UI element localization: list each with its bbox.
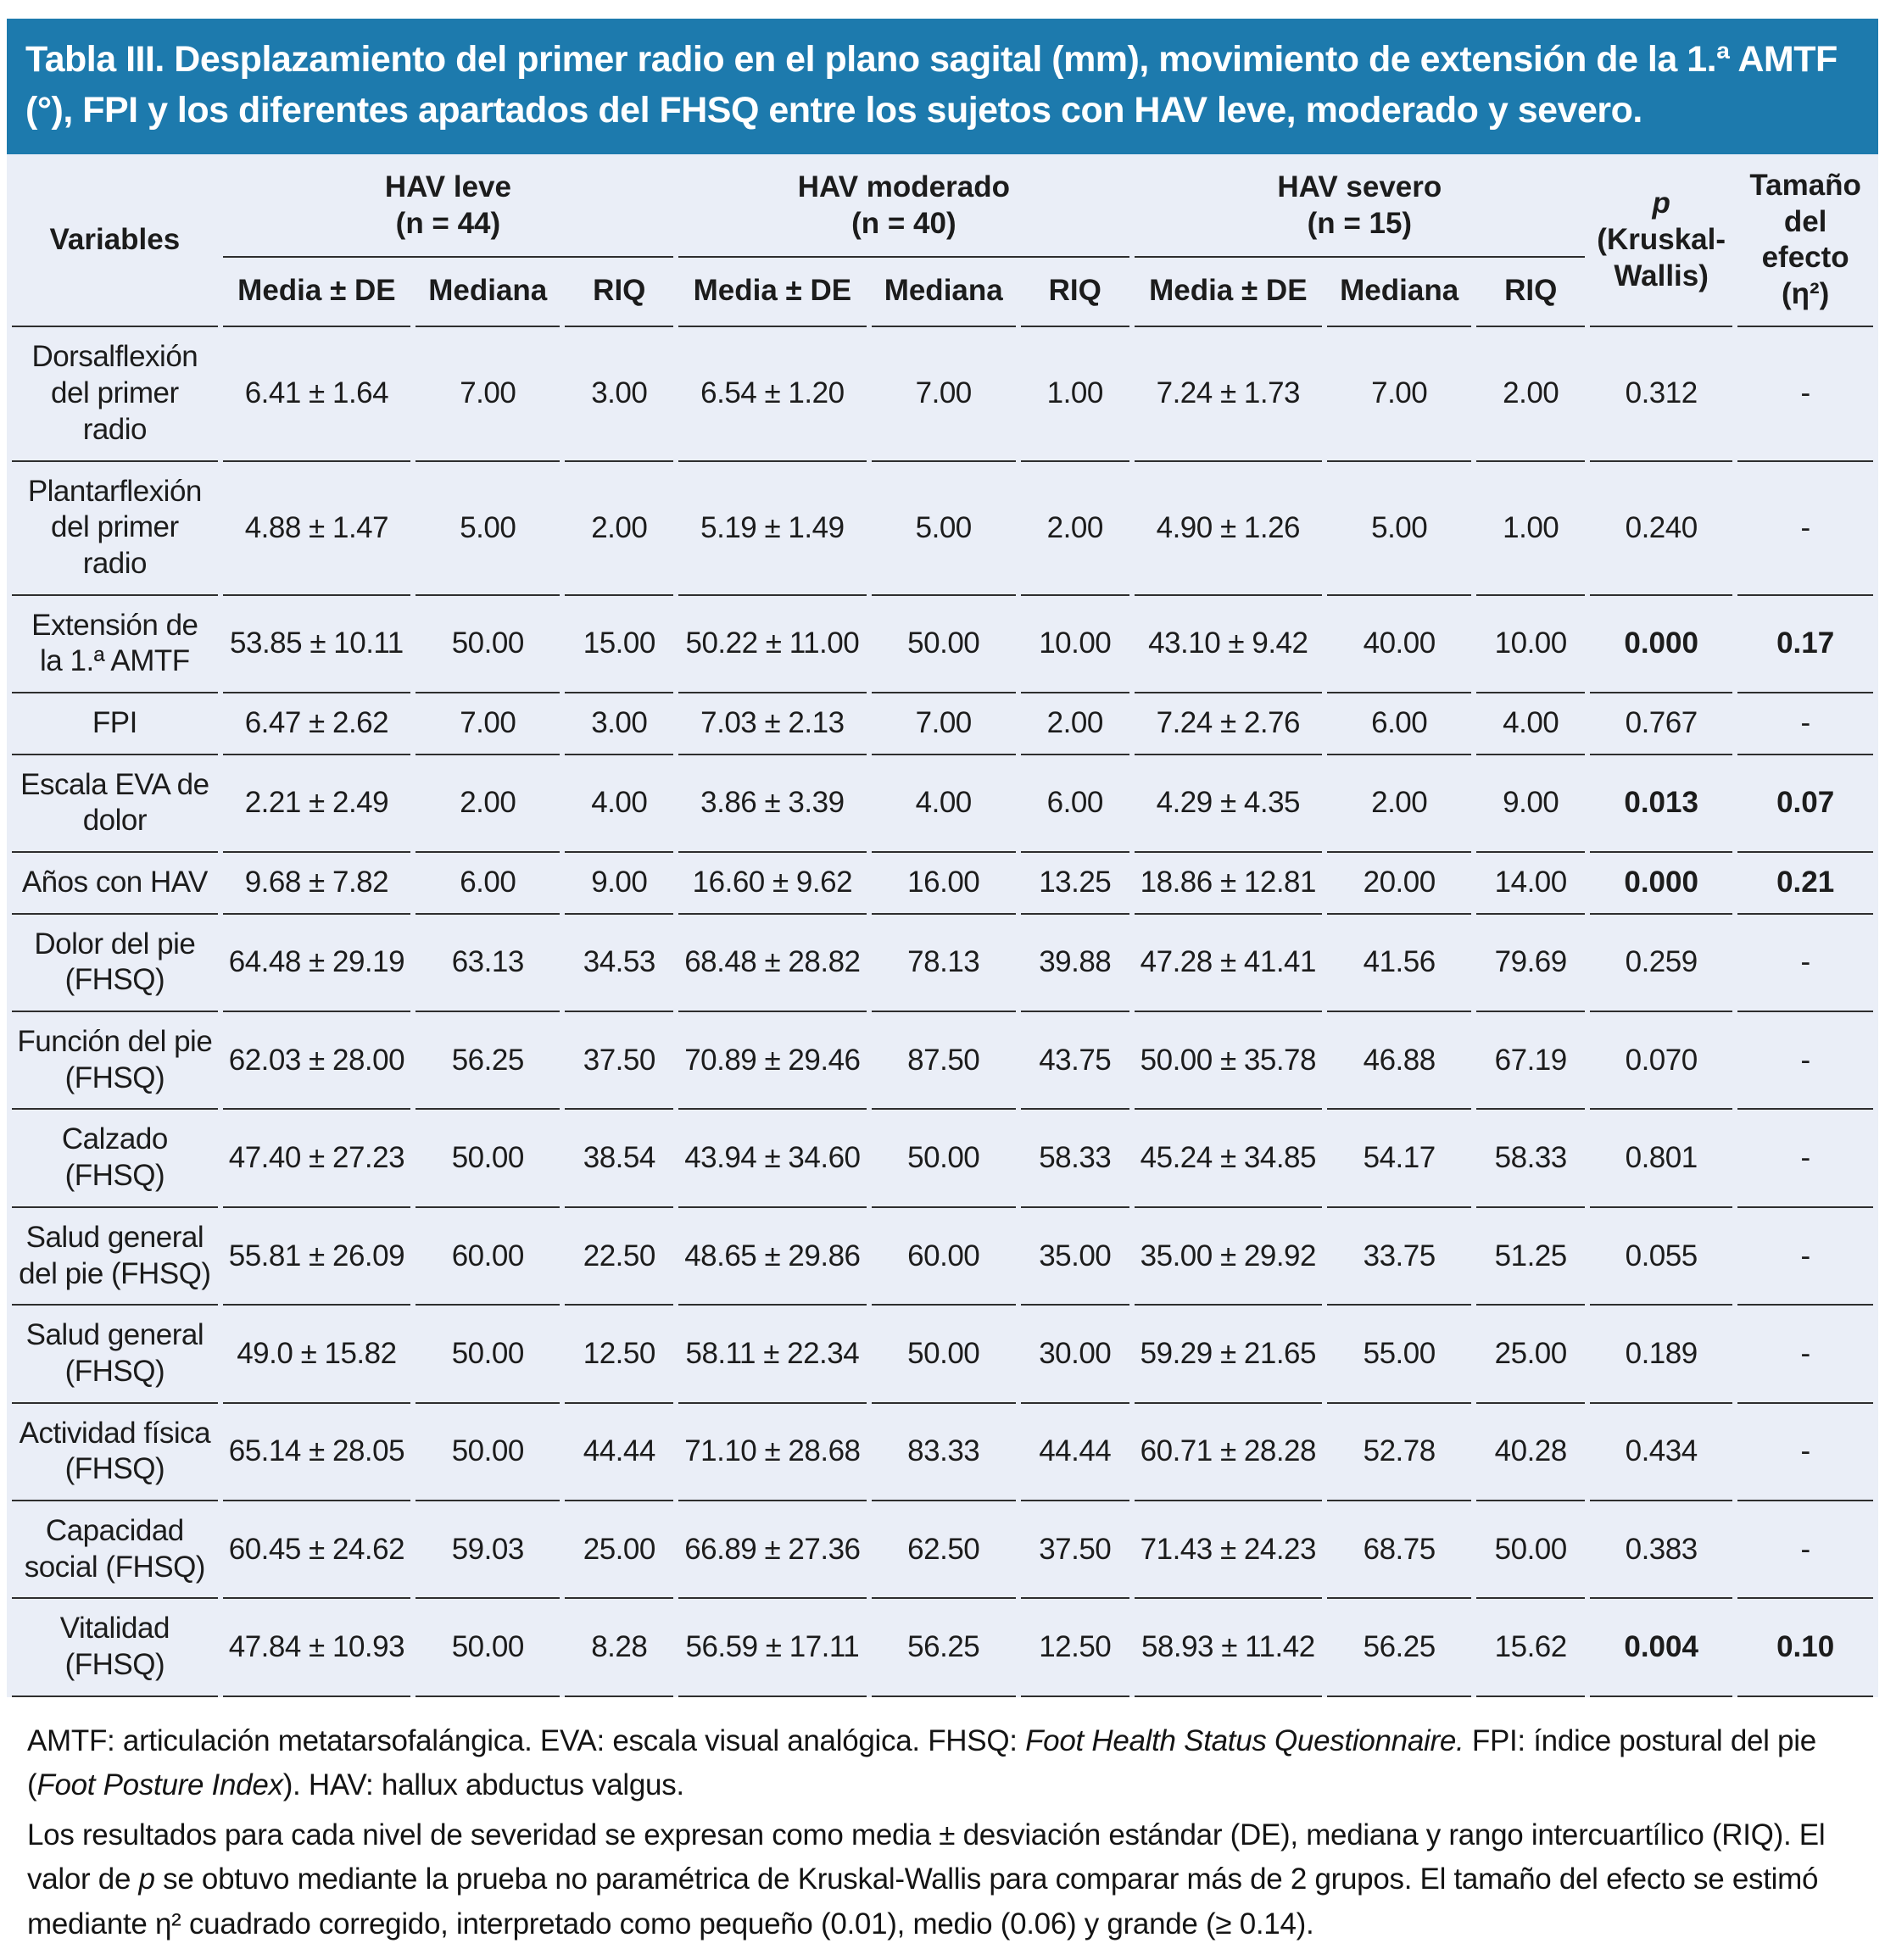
group-label: HAV leve: [384, 170, 511, 204]
value-cell: 3.86 ± 3.39: [678, 755, 866, 853]
table-row: [12, 462, 1873, 596]
value-cell: 8.28: [565, 1599, 673, 1696]
value-cell: 2.00: [1476, 327, 1585, 461]
value-cell: 43.10 ± 9.42: [1135, 596, 1322, 693]
p-value-cell: 0.312: [1590, 327, 1732, 461]
value-cell: 4.88 ± 1.47: [223, 462, 410, 596]
value-cell: 2.00: [415, 755, 560, 853]
footnote-text: se obtuvo mediante la prueba no paramétrica de Kruskal-Wallis para comparar más de 2 grupos. El tamaño del efecto se estimó mediante η² cuadrado corregido, interpretado como pequeño (0.01), medio (0.06) y grande (≥ 0.14).: [27, 1863, 1819, 1941]
variable-label: FPI: [12, 693, 218, 755]
value-cell: 48.65 ± 29.86: [678, 1208, 866, 1306]
value-cell: 71.10 ± 28.68: [678, 1404, 866, 1501]
table-row: [12, 1208, 1873, 1306]
value-cell: 4.00: [872, 755, 1016, 853]
value-cell: 7.03 ± 2.13: [678, 693, 866, 755]
value-cell: 62.03 ± 28.00: [223, 1012, 410, 1110]
variable-label: Actividad física (FHSQ): [12, 1404, 218, 1501]
variables-column-header: Variables: [12, 154, 218, 327]
group-n: (n = 40): [851, 207, 956, 241]
effect-size-cell: 0.10: [1737, 1599, 1873, 1696]
value-cell: 43.94 ± 34.60: [678, 1110, 866, 1207]
value-cell: 6.47 ± 2.62: [223, 693, 410, 755]
footnote-text: p: [138, 1863, 155, 1896]
value-cell: 49.0 ± 15.82: [223, 1306, 410, 1403]
effect-size-column-header: Tamaño del efecto (η²): [1737, 154, 1873, 327]
effect-size-cell: -: [1737, 1208, 1873, 1306]
effect-size-cell: -: [1737, 1012, 1873, 1110]
p-value-cell: 0.801: [1590, 1110, 1732, 1207]
value-cell: 60.00: [415, 1208, 560, 1306]
subheader-media-de: Media ± DE: [678, 258, 866, 328]
value-cell: 67.19: [1476, 1012, 1585, 1110]
value-cell: 37.50: [1021, 1501, 1129, 1599]
subheader-riq: RIQ: [565, 258, 673, 328]
footnote-text: Foot Posture Index: [36, 1768, 283, 1802]
value-cell: 58.11 ± 22.34: [678, 1306, 866, 1403]
value-cell: 56.25: [872, 1599, 1016, 1696]
variable-label: Salud general (FHSQ): [12, 1306, 218, 1403]
value-cell: 6.00: [1021, 755, 1129, 853]
value-cell: 50.00: [415, 1404, 560, 1501]
value-cell: 7.00: [872, 327, 1016, 461]
table-header: [12, 154, 1873, 327]
p-sublabel: (Kruskal-Wallis): [1597, 223, 1726, 292]
value-cell: 5.00: [1327, 462, 1471, 596]
subheader-mediana: Mediana: [872, 258, 1016, 328]
value-cell: 51.25: [1476, 1208, 1585, 1306]
table-row: [12, 1404, 1873, 1501]
value-cell: 7.00: [1327, 327, 1471, 461]
variable-label: Calzado (FHSQ): [12, 1110, 218, 1207]
value-cell: 87.50: [872, 1012, 1016, 1110]
value-cell: 4.00: [1476, 693, 1585, 755]
value-cell: 7.00: [415, 327, 560, 461]
value-cell: 46.88: [1327, 1012, 1471, 1110]
value-cell: 52.78: [1327, 1404, 1471, 1501]
table-row: [12, 915, 1873, 1012]
value-cell: 58.93 ± 11.42: [1135, 1599, 1322, 1696]
p-value-cell: 0.000: [1590, 596, 1732, 693]
value-cell: 10.00: [1476, 596, 1585, 693]
value-cell: 7.24 ± 2.76: [1135, 693, 1322, 755]
value-cell: 64.48 ± 29.19: [223, 915, 410, 1012]
table-row: [12, 853, 1873, 915]
value-cell: 12.50: [565, 1306, 673, 1403]
value-cell: 44.44: [1021, 1404, 1129, 1501]
variable-label: Escala EVA de dolor: [12, 755, 218, 853]
value-cell: 50.00: [872, 596, 1016, 693]
table-row: [12, 755, 1873, 853]
value-cell: 15.00: [565, 596, 673, 693]
value-cell: 56.25: [1327, 1599, 1471, 1696]
variable-label: Vitalidad (FHSQ): [12, 1599, 218, 1696]
p-value-cell: 0.004: [1590, 1599, 1732, 1696]
footnote-text: FPI: índice postural del pie (: [27, 1723, 1816, 1802]
value-cell: 60.00: [872, 1208, 1016, 1306]
value-cell: 1.00: [1476, 462, 1585, 596]
variable-label: Dorsalflexión del primer radio: [12, 327, 218, 461]
value-cell: 50.00: [415, 1110, 560, 1207]
value-cell: 44.44: [565, 1404, 673, 1501]
table-row: [12, 327, 1873, 461]
value-cell: 50.00: [415, 1599, 560, 1696]
value-cell: 65.14 ± 28.05: [223, 1404, 410, 1501]
value-cell: 39.88: [1021, 915, 1129, 1012]
value-cell: 38.54: [565, 1110, 673, 1207]
value-cell: 41.56: [1327, 915, 1471, 1012]
effect-size-cell: -: [1737, 462, 1873, 596]
value-cell: 56.25: [415, 1012, 560, 1110]
p-value-cell: 0.259: [1590, 915, 1732, 1012]
value-cell: 45.24 ± 34.85: [1135, 1110, 1322, 1207]
value-cell: 5.00: [415, 462, 560, 596]
value-cell: 50.00: [1476, 1501, 1585, 1599]
effect-size-cell: -: [1737, 1110, 1873, 1207]
value-cell: 37.50: [565, 1012, 673, 1110]
value-cell: 13.25: [1021, 853, 1129, 915]
value-cell: 50.00 ± 35.78: [1135, 1012, 1322, 1110]
table-body: [12, 327, 1873, 1696]
group-header-row: [12, 154, 1873, 257]
value-cell: 47.84 ± 10.93: [223, 1599, 410, 1696]
variable-label: Función del pie (FHSQ): [12, 1012, 218, 1110]
effect-size-cell: -: [1737, 693, 1873, 755]
value-cell: 60.71 ± 28.28: [1135, 1404, 1322, 1501]
value-cell: 35.00: [1021, 1208, 1129, 1306]
value-cell: 25.00: [565, 1501, 673, 1599]
table-title: Tabla III. Desplazamiento del primer radio en el plano sagital (mm), movimiento de extensión de la 1.ª AMTF (°), FPI y los diferentes apartados del FHSQ entre los sujetos con HAV leve, moderado y severo.: [25, 39, 1838, 131]
effect-size-cell: -: [1737, 1404, 1873, 1501]
value-cell: 43.75: [1021, 1012, 1129, 1110]
value-cell: 63.13: [415, 915, 560, 1012]
p-value-cell: 0.434: [1590, 1404, 1732, 1501]
table-row: [12, 1306, 1873, 1403]
value-cell: 6.00: [415, 853, 560, 915]
group-header-hav-moderado: [678, 154, 1129, 257]
p-label: p: [1652, 187, 1670, 220]
p-value-cell: 0.013: [1590, 755, 1732, 853]
value-cell: 54.17: [1327, 1110, 1471, 1207]
effect-size-cell: 0.21: [1737, 853, 1873, 915]
value-cell: 55.81 ± 26.09: [223, 1208, 410, 1306]
value-cell: 58.33: [1476, 1110, 1585, 1207]
p-value-cell: 0.189: [1590, 1306, 1732, 1403]
value-cell: 6.41 ± 1.64: [223, 327, 410, 461]
value-cell: 25.00: [1476, 1306, 1585, 1403]
value-cell: 2.21 ± 2.49: [223, 755, 410, 853]
value-cell: 2.00: [1021, 693, 1129, 755]
results-table: [7, 154, 1878, 1696]
value-cell: 35.00 ± 29.92: [1135, 1208, 1322, 1306]
value-cell: 9.68 ± 7.82: [223, 853, 410, 915]
value-cell: 4.00: [565, 755, 673, 853]
value-cell: 3.00: [565, 693, 673, 755]
value-cell: 4.29 ± 4.35: [1135, 755, 1322, 853]
value-cell: 3.00: [565, 327, 673, 461]
p-value-cell: 0.767: [1590, 693, 1732, 755]
table-row: [12, 596, 1873, 693]
table-row: [12, 1599, 1873, 1696]
value-cell: 5.19 ± 1.49: [678, 462, 866, 596]
value-cell: 50.00: [872, 1306, 1016, 1403]
value-cell: 53.85 ± 10.11: [223, 596, 410, 693]
value-cell: 56.59 ± 17.11: [678, 1599, 866, 1696]
footnote: [27, 1719, 1865, 1808]
value-cell: 60.45 ± 24.62: [223, 1501, 410, 1599]
effect-size-cell: -: [1737, 327, 1873, 461]
p-value-cell: 0.240: [1590, 462, 1732, 596]
value-cell: 14.00: [1476, 853, 1585, 915]
value-cell: 55.00: [1327, 1306, 1471, 1403]
footnotes: [7, 1697, 1878, 1947]
group-header-hav-severo: [1135, 154, 1585, 257]
value-cell: 47.28 ± 41.41: [1135, 915, 1322, 1012]
group-n: (n = 15): [1307, 207, 1413, 241]
value-cell: 30.00: [1021, 1306, 1129, 1403]
effect-size-cell: -: [1737, 915, 1873, 1012]
group-header-hav-leve: [223, 154, 673, 257]
value-cell: 47.40 ± 27.23: [223, 1110, 410, 1207]
value-cell: 1.00: [1021, 327, 1129, 461]
variable-label: Dolor del pie (FHSQ): [12, 915, 218, 1012]
value-cell: 22.50: [565, 1208, 673, 1306]
variable-label: Años con HAV: [12, 853, 218, 915]
value-cell: 18.86 ± 12.81: [1135, 853, 1322, 915]
value-cell: 50.22 ± 11.00: [678, 596, 866, 693]
value-cell: 2.00: [1021, 462, 1129, 596]
value-cell: 6.54 ± 1.20: [678, 327, 866, 461]
value-cell: 16.00: [872, 853, 1016, 915]
subheader-riq: RIQ: [1021, 258, 1129, 328]
value-cell: 62.50: [872, 1501, 1016, 1599]
value-cell: 2.00: [565, 462, 673, 596]
value-cell: 50.00: [415, 1306, 560, 1403]
value-cell: 7.00: [872, 693, 1016, 755]
value-cell: 59.03: [415, 1501, 560, 1599]
variable-label: Plantarflexión del primer radio: [12, 462, 218, 596]
value-cell: 50.00: [415, 596, 560, 693]
value-cell: 68.75: [1327, 1501, 1471, 1599]
value-cell: 71.43 ± 24.23: [1135, 1501, 1322, 1599]
effect-size-cell: 0.17: [1737, 596, 1873, 693]
variable-label: Salud general del pie (FHSQ): [12, 1208, 218, 1306]
value-cell: 12.50: [1021, 1599, 1129, 1696]
group-label: HAV severo: [1277, 170, 1442, 204]
value-cell: 34.53: [565, 915, 673, 1012]
value-cell: 5.00: [872, 462, 1016, 596]
value-cell: 59.29 ± 21.65: [1135, 1306, 1322, 1403]
p-value-cell: 0.000: [1590, 853, 1732, 915]
footnote: [27, 1813, 1865, 1947]
table-row: [12, 1012, 1873, 1110]
value-cell: 15.62: [1476, 1599, 1585, 1696]
value-cell: 7.24 ± 1.73: [1135, 327, 1322, 461]
value-cell: 78.13: [872, 915, 1016, 1012]
footnote-text: Los resultados para cada nivel de severidad se expresan como media ± desviación estándar (DE), mediana y rango intercuartílico (RIQ). El valor de: [27, 1818, 1826, 1896]
footnote-text: AMTF: articulación metatarsofalángica. EVA: escala visual analógica. FHSQ:: [27, 1723, 1026, 1757]
value-cell: 9.00: [565, 853, 673, 915]
variable-label: Extensión de la 1.ª AMTF: [12, 596, 218, 693]
value-cell: 68.48 ± 28.82: [678, 915, 866, 1012]
value-cell: 10.00: [1021, 596, 1129, 693]
value-cell: 83.33: [872, 1404, 1016, 1501]
footnote-text: Foot Health Status Questionnaire.: [1025, 1723, 1464, 1757]
table-row: [12, 1501, 1873, 1599]
value-cell: 33.75: [1327, 1208, 1471, 1306]
group-n: (n = 44): [395, 207, 501, 241]
value-cell: 20.00: [1327, 853, 1471, 915]
subheader-riq: RIQ: [1476, 258, 1585, 328]
value-cell: 16.60 ± 9.62: [678, 853, 866, 915]
value-cell: 40.00: [1327, 596, 1471, 693]
footnote-text: ). HAV: hallux abductus valgus.: [282, 1768, 684, 1802]
value-cell: 9.00: [1476, 755, 1585, 853]
table-title-bar: [7, 19, 1878, 154]
variable-label: Capacidad social (FHSQ): [12, 1501, 218, 1599]
p-value-cell: 0.070: [1590, 1012, 1732, 1110]
p-value-cell: 0.055: [1590, 1208, 1732, 1306]
group-label: HAV moderado: [797, 170, 1010, 204]
value-cell: 58.33: [1021, 1110, 1129, 1207]
value-cell: 70.89 ± 29.46: [678, 1012, 866, 1110]
subheader-mediana: Mediana: [1327, 258, 1471, 328]
table-row: [12, 693, 1873, 755]
table-row: [12, 1110, 1873, 1207]
p-value-cell: 0.383: [1590, 1501, 1732, 1599]
effect-size-cell: 0.07: [1737, 755, 1873, 853]
value-cell: 66.89 ± 27.36: [678, 1501, 866, 1599]
subheader-mediana: Mediana: [415, 258, 560, 328]
value-cell: 6.00: [1327, 693, 1471, 755]
effect-size-cell: -: [1737, 1501, 1873, 1599]
subheader-media-de: Media ± DE: [1135, 258, 1322, 328]
subheader-media-de: Media ± DE: [223, 258, 410, 328]
value-cell: 79.69: [1476, 915, 1585, 1012]
value-cell: 7.00: [415, 693, 560, 755]
effect-size-cell: -: [1737, 1306, 1873, 1403]
p-column-header: [1590, 154, 1732, 327]
value-cell: 40.28: [1476, 1404, 1585, 1501]
value-cell: 2.00: [1327, 755, 1471, 853]
value-cell: 50.00: [872, 1110, 1016, 1207]
value-cell: 4.90 ± 1.26: [1135, 462, 1322, 596]
